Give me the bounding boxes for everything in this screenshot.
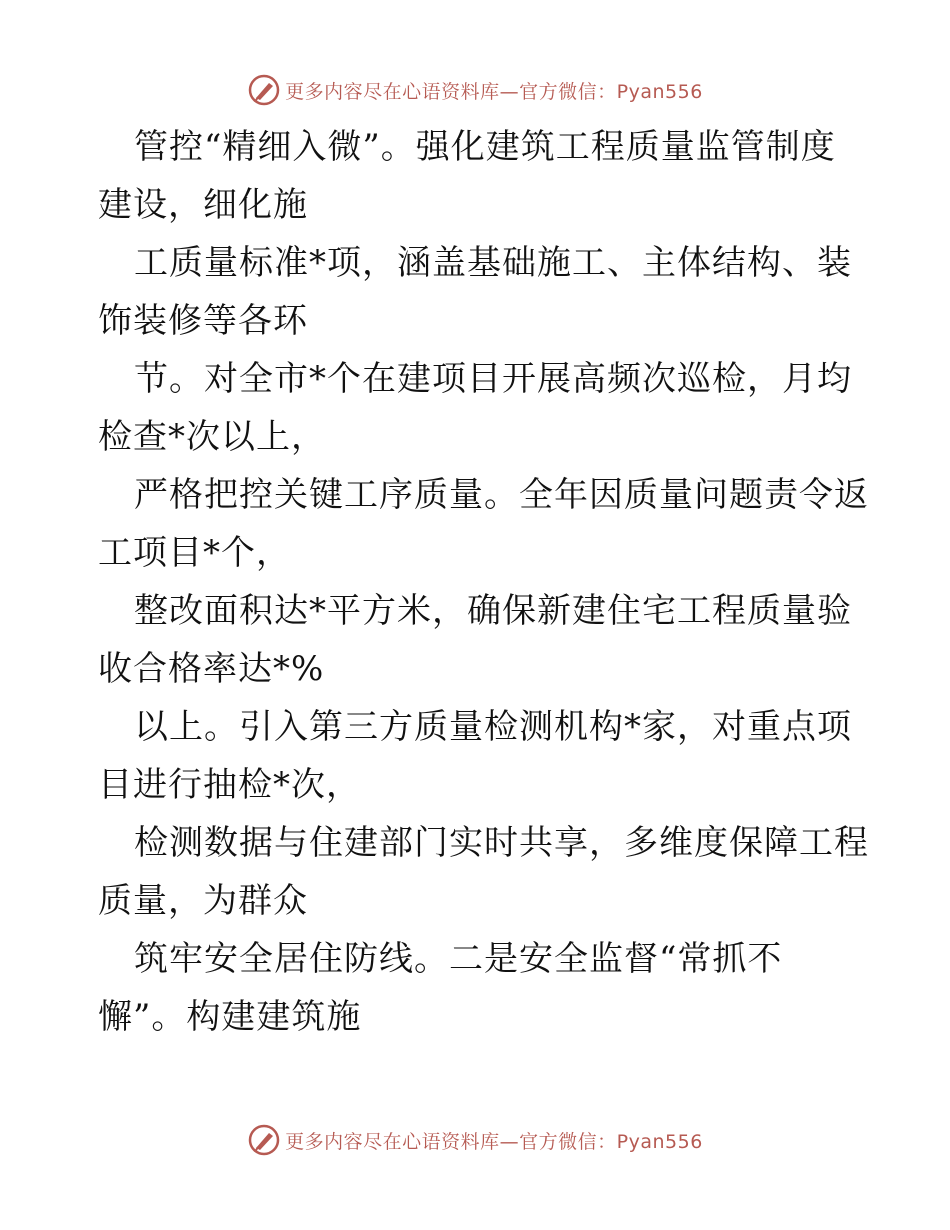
body-line: 收合格率达*%	[98, 649, 325, 689]
body-line: 目进行抽检*次，	[98, 765, 361, 805]
quill-logo-icon	[247, 73, 281, 107]
body-line: 检测数据与住建部门实时共享，多维度保障工程	[134, 823, 869, 863]
body-line: 检查*次以上，	[98, 417, 326, 457]
header-watermark-text: 更多内容尽在心语资料库—官方微信：Pyan556	[285, 80, 703, 103]
body-line: 工质量标准*项，涵盖基础施工、主体结构、装	[134, 243, 852, 283]
body-line: 节。对全市*个在建项目开展高频次巡检，月均	[134, 359, 852, 399]
body-line: 质量，为群众	[98, 881, 308, 921]
body-line: 筑牢安全居住防线。二是安全监督“常抓不	[134, 939, 783, 979]
body-line: 管控“精细入微”。强化建筑工程质量监管制度	[134, 127, 836, 167]
body-line: 整改面积达*平方米，确保新建住宅工程质量验	[134, 591, 852, 631]
body-line: 工项目*个，	[98, 533, 291, 573]
body-line: 懈”。构建建筑施	[98, 997, 362, 1037]
quill-logo-icon	[247, 1123, 281, 1157]
footer-watermark-text: 更多内容尽在心语资料库—官方微信：Pyan556	[285, 1130, 703, 1153]
body-line: 建设，细化施	[98, 185, 308, 225]
header-watermark	[0, 70, 950, 110]
body-line: 以上。引入第三方质量检测机构*家，对重点项	[134, 707, 852, 747]
body-line: 严格把控关键工序质量。全年因质量问题责令返	[134, 475, 869, 515]
document-body	[98, 118, 869, 1046]
footer-watermark	[0, 1120, 950, 1160]
body-line: 饰装修等各环	[98, 301, 308, 341]
